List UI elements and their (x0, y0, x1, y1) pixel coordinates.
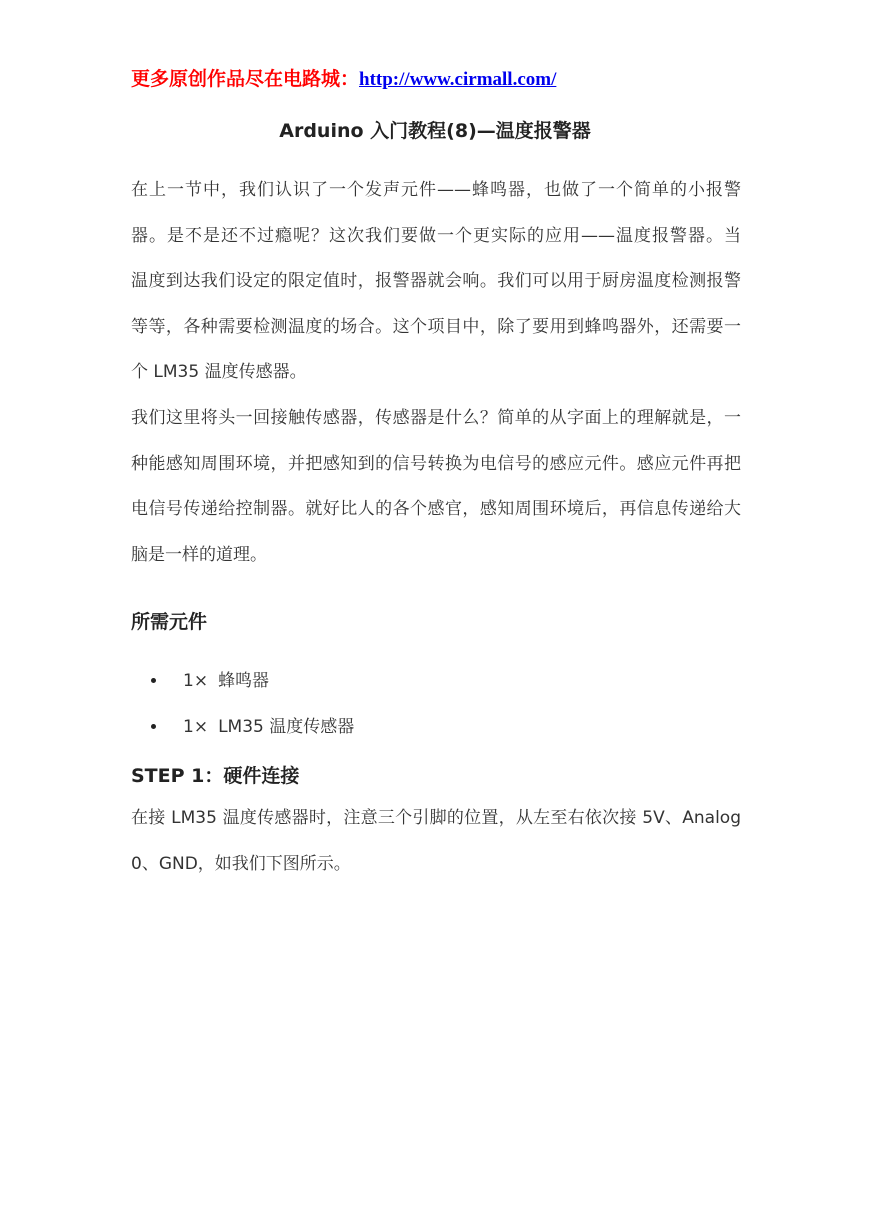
step1-heading: STEP 1：硬件连接 (131, 765, 300, 787)
step1-line: 在接 LM35 温度传感器时，注意三个引脚的位置，从左至右依次接 5V、Analog (131, 808, 741, 828)
intro-line: 等等，各种需要检测温度的场合。这个项目中，除了要用到蜂鸣器外，还需要一 (131, 316, 741, 337)
step1-paragraph (131, 796, 741, 887)
intro-line: 在上一节中，我们认识了一个发声元件——蜂鸣器，也做了一个简单的小报警 (131, 180, 741, 200)
intro-line: 器。是不是还不过瘾呢？这次我们要做一个更实际的应用——温度报警器。当 (131, 225, 741, 246)
page-title: Arduino 入门教程(8)—温度报警器 (279, 120, 591, 142)
sensor-line: 我们这里将头一回接触传感器，传感器是什么？简单的从字面上的理解就是，一 (131, 408, 741, 428)
step1-line: 0、GND，如我们下图所示。 (131, 853, 351, 874)
parts-heading: 所需元件 (131, 611, 208, 633)
sensor-line: 种能感知周围环境，并把感知到的信号转换为电信号的感应元件。感应元件再把 (131, 453, 741, 474)
intro-paragraph (131, 168, 741, 396)
intro-line: 温度到达我们设定的限定值时，报警器就会响。我们可以用于厨房温度检测报警 (131, 271, 741, 291)
part-quantity: 1× (183, 717, 209, 737)
bullet-icon (151, 724, 156, 729)
promo-text: 更多原创作品尽在电路城： (131, 69, 360, 90)
sensor-line: 脑是一样的道理。 (131, 544, 267, 565)
bullet-icon (151, 678, 156, 683)
promo-link[interactable]: http://www.cirmall.com/ (359, 69, 557, 90)
sensor-paragraph (131, 396, 741, 578)
part-quantity: 1× (183, 671, 209, 691)
part-name: LM35 温度传感器 (218, 717, 355, 737)
part-name: 蜂鸣器 (218, 671, 270, 691)
intro-line: 个 LM35 温度传感器。 (131, 362, 307, 382)
sensor-line: 电信号传递给控制器。就好比人的各个感官，感知周围环境后，再信息传递给大 (131, 499, 741, 519)
promo-line (131, 64, 556, 91)
